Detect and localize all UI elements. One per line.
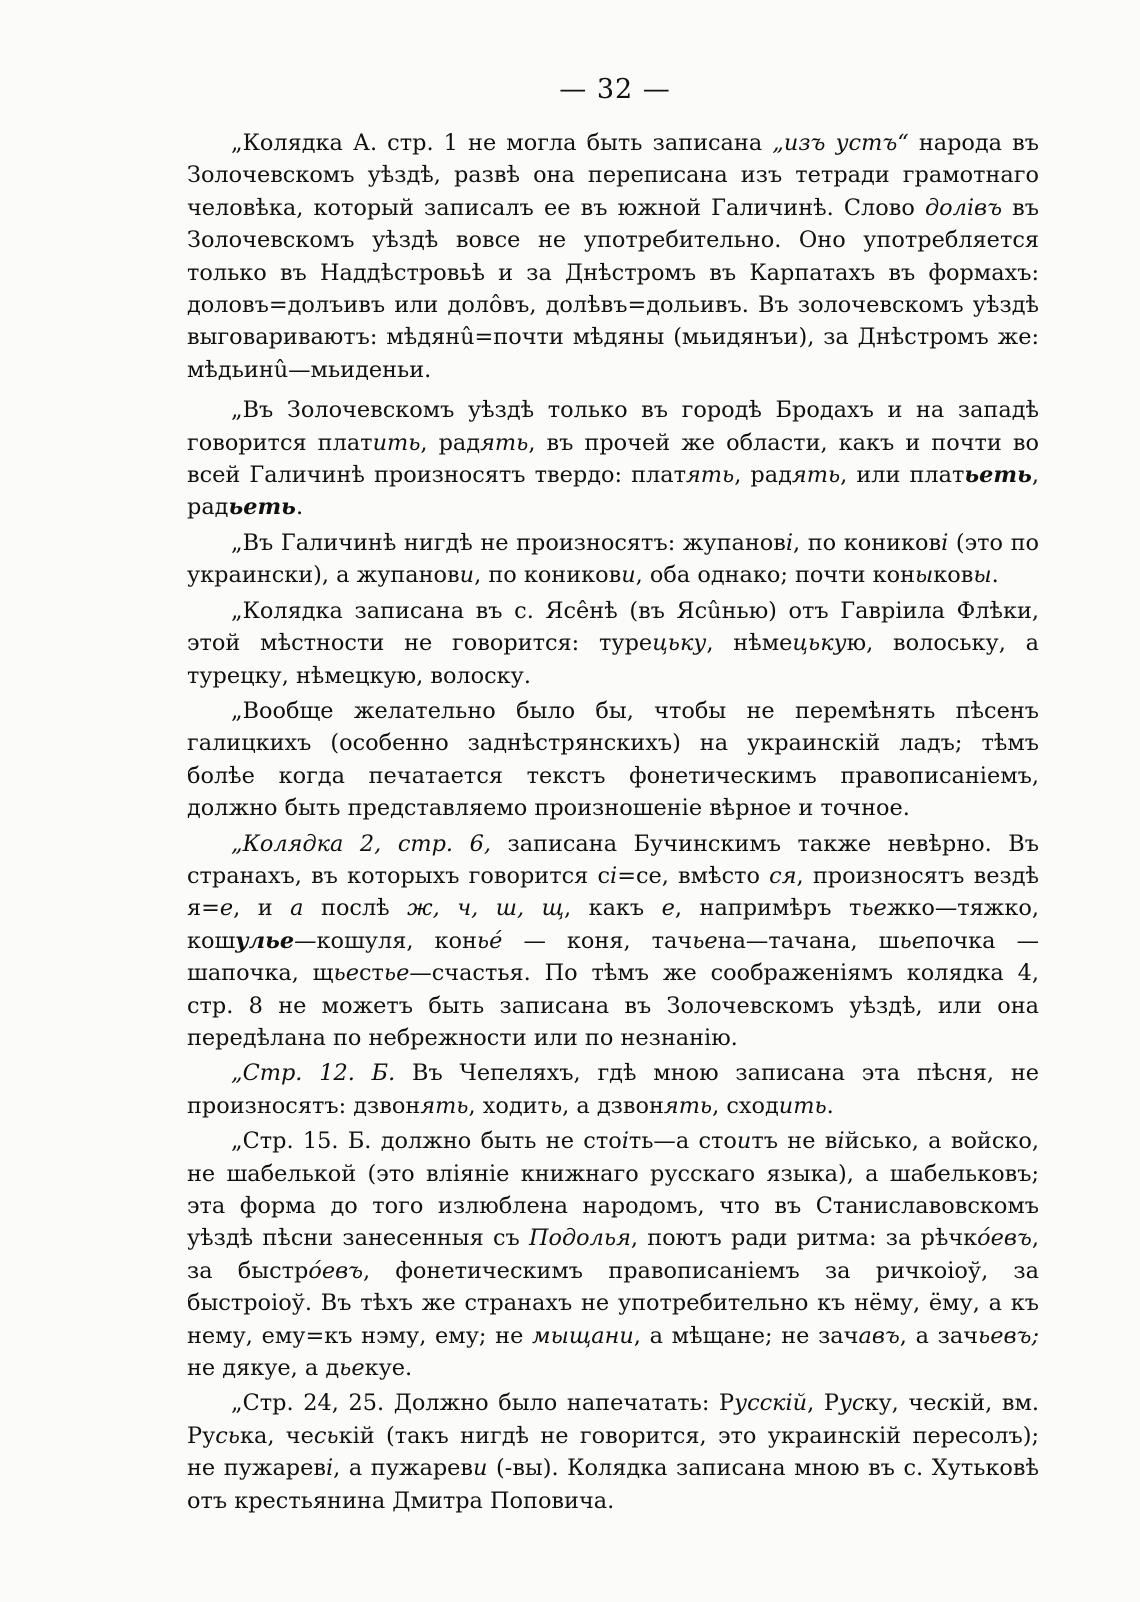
text-run: ка, че [239, 1422, 314, 1449]
text-run: жко—тяжко, кош [187, 895, 1039, 954]
text-run: . [826, 1092, 834, 1119]
text-run: —счастья. По тѣмъ же соображенiямъ колядка 4, стр. 8 не можетъ быть записана въ Золочевскомъ уѣздѣ, или она передѣлана по небрежности или по незнанiю. [187, 960, 1039, 1051]
text-run: . [295, 494, 304, 521]
text-run: ть—а сто [628, 1128, 737, 1155]
italic-text-run: и [473, 1455, 488, 1482]
italic-text-run: ять [685, 462, 735, 489]
text-run: , за быстр [187, 1225, 1039, 1284]
italic-text-run: сь [313, 1422, 339, 1449]
text-run: , рад [187, 462, 1039, 521]
paragraph [187, 828, 1039, 1055]
italic-text-run: е [661, 895, 675, 922]
italic-text-run: óевъ [308, 1257, 364, 1284]
text-run: народа въ Золочевскомъ уѣздѣ, развѣ она переписана изъ тетради грамотнаго человѣка, который записалъ ее въ южной Галичинѣ. Слово [187, 130, 1039, 221]
text-run: , ходит [468, 1092, 550, 1119]
text-run: , а дзвон [562, 1092, 664, 1119]
italic-text-run: и [621, 562, 636, 589]
text-run: тъ не в [751, 1128, 838, 1155]
italic-text-run: цьку [652, 630, 707, 657]
text-run: , нѣме [706, 630, 793, 657]
text-run: кій, вм. Ру [187, 1390, 1039, 1449]
text-run: , сход [712, 1092, 779, 1119]
italic-text-run: ж, ч, ш, щ [407, 895, 564, 922]
italic-text-run: „Стр. 12. Б. [231, 1060, 396, 1087]
text-run: , а пужарев [333, 1455, 474, 1482]
italic-text-run: ять [420, 1092, 469, 1119]
italic-text-run: усскій [734, 1390, 808, 1417]
text-run: кій (такъ нигдѣ не говорится, это украинскiй пересолъ); не пужарев [187, 1422, 1039, 1482]
italic-text-run: ять [663, 1092, 713, 1119]
text-run: , и [233, 895, 291, 922]
italic-text-run: ульe [235, 927, 295, 954]
text-run: , а зач [899, 1322, 979, 1349]
paragraph [187, 527, 1039, 592]
italic-text-run: долівъ [924, 194, 1003, 221]
text-run: послѣ [303, 895, 408, 922]
text-run: ку, че [864, 1390, 937, 1417]
italic-text-run: ить [778, 1092, 827, 1119]
text-run: „Стр. 15. Б. должно быть не сто [231, 1128, 622, 1155]
text-run: записана Бучинскимъ также невѣрно. Въ странахъ, въ которыхъ говорится с [187, 830, 1040, 889]
italic-text-run: „Колядка 2, стр. 6, [231, 830, 491, 857]
text-run: , а мѣщане; не зач [633, 1322, 859, 1349]
text-run: , оба однако; почти кон [635, 562, 916, 589]
paragraph [187, 1387, 1039, 1517]
text-run: ю, волоську, а турецку, нѣмецкую, волоску. [187, 630, 1039, 689]
italic-text-run: і [325, 1455, 334, 1482]
paragraph [187, 127, 1039, 386]
italic-text-run: і [621, 1128, 629, 1155]
paragraph [187, 394, 1039, 524]
text-run: „Колядка записана въ с. Ясêнѣ (въ Ясûнью) отъ Гаврiила Флѣки, этой мѣстности не говорится: туре [187, 597, 1039, 657]
paragraph [187, 595, 1039, 692]
text-run: (это по украински), а жупанов [187, 529, 1039, 589]
italic-text-run: а [290, 895, 304, 922]
text-run: „Стр. 24, 25. Должно было напечатать: Р [231, 1390, 735, 1417]
text-run: , въ прочей же области, какъ и почти во всей Галичинѣ произносятъ твердо: плат [187, 429, 1039, 489]
italic-text-run: ы [973, 562, 992, 589]
text-run: на—тачана, ш [717, 927, 900, 954]
text-run: , Р [807, 1390, 839, 1417]
italic-text-run: ьеть [964, 462, 1032, 489]
italic-text-run: ьевъ; [978, 1322, 1039, 1349]
italic-text-run: Подолья [528, 1225, 631, 1252]
italic-text-run: ье [383, 960, 410, 987]
italic-text-run: ы [915, 562, 934, 589]
italic-text-run: ье [861, 895, 887, 922]
italic-text-run: і [610, 862, 618, 889]
text-run: —кошуля, кон [294, 927, 477, 954]
italic-text-run: ьé [476, 927, 503, 954]
italic-text-run: цьку [792, 630, 847, 657]
italic-text-run: мыщани [532, 1322, 634, 1349]
text-run: (-вы). Колядка записана мною въ с. Хутьковѣ отъ крестьянина Дмитра Поповича. [187, 1455, 1039, 1514]
italic-text-run: „изъ устъ“ [772, 130, 909, 156]
text-run: , фонетическимъ правописанiемъ за ричкоiоў, за быстроiоў. Въ тѣхъ же странахъ не употребительно къ нёму, ёму, а къ нему, ему=къ нэму, ему; не [187, 1257, 1039, 1349]
italic-text-run: ье [333, 960, 359, 987]
italic-text-run: ье [899, 927, 925, 954]
text-run: — коня, тач [502, 927, 693, 954]
text-run: , рад [734, 462, 792, 489]
italic-text-run: е [219, 895, 234, 922]
text-run: . [991, 562, 999, 589]
italic-text-run: ье [339, 1355, 365, 1382]
text-run: „Въ Галичинѣ нигдѣ не произносятъ: жупанов [231, 529, 786, 556]
text-run: , рад [420, 429, 481, 456]
text-run: , какъ [563, 895, 662, 922]
italic-text-run: авъ [858, 1322, 900, 1349]
page-number: — 32 — [559, 74, 671, 105]
text-run: куе. [364, 1355, 413, 1382]
text-run: , напримѣръ т [674, 895, 862, 922]
italic-text-run: ьеть [228, 494, 296, 521]
italic-text-run: ить [372, 429, 421, 456]
text-run: йсько, а войско, не шабелькой (это влiянiе книжнаго русскаго языка), а шабельковъ; эта форма до того излюблена народомъ, что въ Станиславовскомъ уѣздѣ пѣсни занесенныя съ [187, 1128, 1039, 1252]
text-run: , произносятъ вездѣ я= [187, 862, 1039, 922]
italic-text-run: ь [549, 1092, 563, 1119]
italic-text-run: и [736, 1128, 752, 1155]
paragraph [187, 695, 1039, 825]
text-run: ков [933, 562, 974, 589]
italic-text-run: с [936, 1390, 949, 1417]
italic-text-run: и [459, 562, 475, 589]
italic-text-run: ус [838, 1390, 865, 1417]
text-run: Въ Чепеляхъ, гдѣ мною записана эта пѣсня, не произносятъ: дзвон [187, 1060, 1039, 1119]
paragraph [187, 1057, 1039, 1122]
italic-text-run: óевъ [977, 1225, 1032, 1252]
text-run: „Въ Золочевскомъ уѣздѣ только въ городѣ Бродахъ и на западѣ говорится плат [187, 397, 1039, 456]
italic-text-run: ять [791, 462, 841, 489]
italic-text-run: і [837, 1128, 845, 1155]
italic-text-run: і [785, 529, 794, 556]
paragraph [187, 1125, 1039, 1384]
text-run: почка — шапочка, щ [187, 927, 1039, 987]
text-run: „Вообще желательно было бы, чтобы не перемѣнять пѣсенъ галицкихъ (особенно заднѣстрянскихъ) на украинскiй ладъ; тѣмъ болѣе когда печатается текстъ фонетическимъ правописанiемъ, должно быть представляемо произношенiе вѣрное и точное. [187, 697, 1039, 822]
text-run: не дякуе, а д [187, 1355, 340, 1382]
text-run: =се, вмѣсто [617, 862, 770, 889]
text-body [187, 127, 1039, 1520]
text-run: , поютъ ради ритма: за рѣчк [630, 1225, 978, 1252]
text-run: , по коников [474, 562, 622, 589]
italic-text-run: і [941, 529, 949, 556]
italic-text-run: ье [692, 927, 718, 954]
italic-text-run: сь [215, 1422, 240, 1449]
text-run: , или плат [840, 462, 965, 489]
italic-text-run: ять [480, 429, 529, 456]
text-run: , по коников [793, 529, 942, 556]
text-run: „Колядка А. стр. 1 не могла быть записана [231, 130, 773, 156]
text-run: въ Золочевскомъ уѣздѣ вовсе не употребительно. Оно употребляется только въ Наддѣстровьѣ и за Днѣстромъ въ Карпатахъ въ формахъ: доловъ=долъивъ или долôвъ, долѣвъ=дольивъ. Въ золочевскомъ уѣздѣ выговариваютъ: мѣдянû=почти мѣдяны (мьидянъи), за Днѣстромъ же: мѣдьинû—мьиденьи. [187, 194, 1040, 383]
italic-text-run: ся [769, 862, 797, 889]
text-run: ст [358, 960, 384, 987]
